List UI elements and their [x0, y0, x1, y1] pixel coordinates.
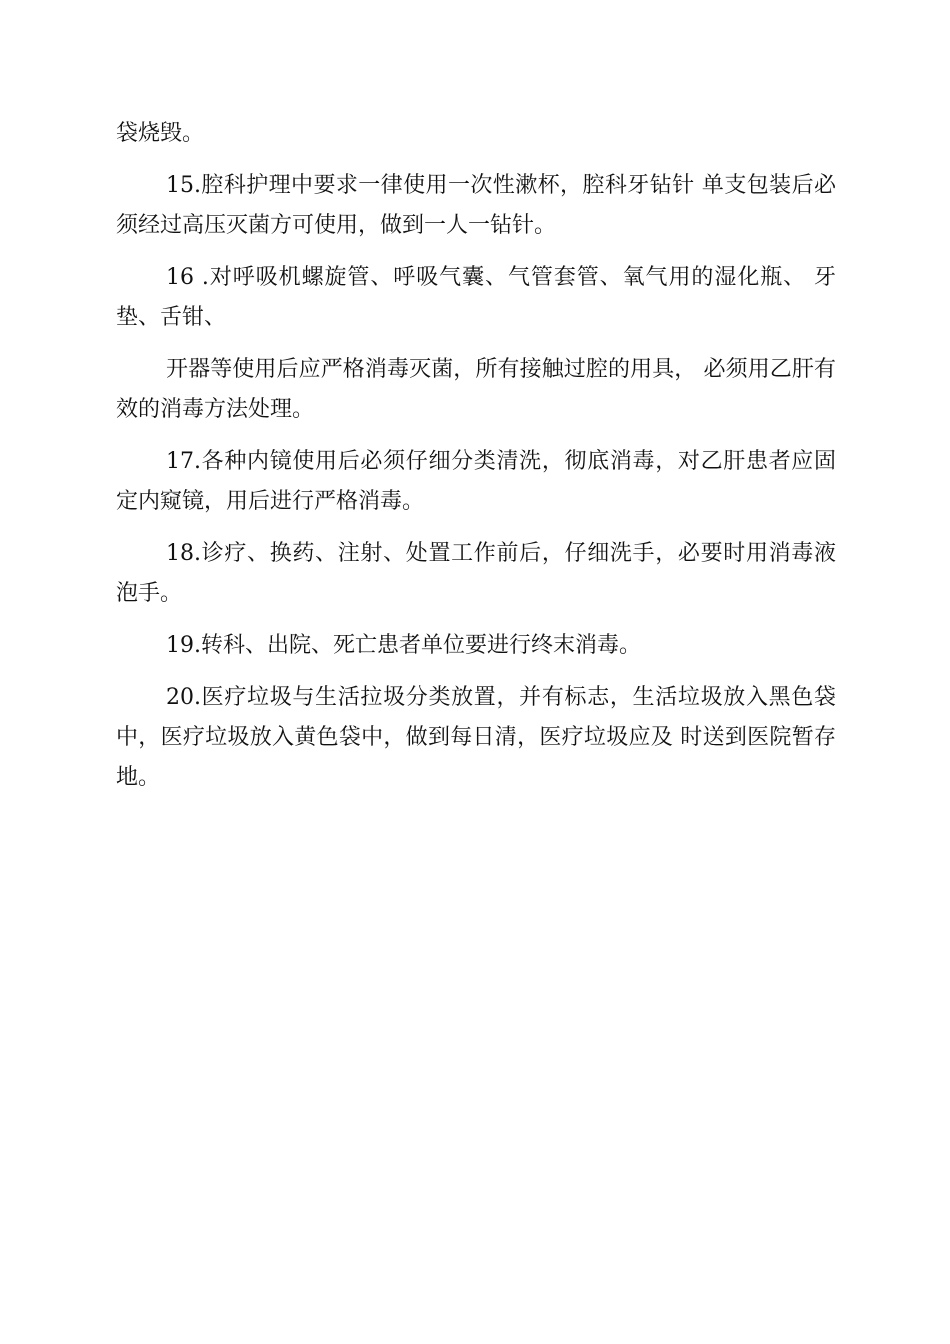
paragraph-16-continued: 开器等使用后应严格消毒灭菌，所有接触过腔的用具， 必须用乙肝有效的消毒方法处理。: [116, 357, 836, 422]
paragraph-19: 19.转科、出院、死亡患者单位要进行终末消毒。: [166, 633, 641, 658]
paragraph-17: 17.各种内镜使用后必须仔细分类清洗，彻底消毒，对乙肝患者应固定内窥镜，用后进行严格消毒。: [116, 449, 836, 514]
paragraph-0: 袋烧毁。: [116, 121, 205, 146]
document-body: [116, 114, 836, 810]
paragraph-15: 15.腔科护理中要求一律使用一次性漱杯，腔科牙钻针 单支包装后必须经过高压灭菌方可使用，做到一人一钻针。: [116, 173, 836, 238]
paragraph-16: 16 .对呼吸机螺旋管、呼吸气囊、气管套管、氧气用的湿化瓶、 牙垫、舌钳、: [116, 265, 836, 330]
paragraph-20: 20.医疗垃圾与生活拉圾分类放置，并有标志，生活垃圾放入黑色袋中，医疗垃圾放入黄色袋中，做到每日清，医疗垃圾应及 时送到医院暂存地。: [116, 685, 836, 790]
paragraph-18: 18.诊疗、换药、注射、处置工作前后，仔细洗手，必要时用消毒液泡手。: [116, 541, 836, 606]
